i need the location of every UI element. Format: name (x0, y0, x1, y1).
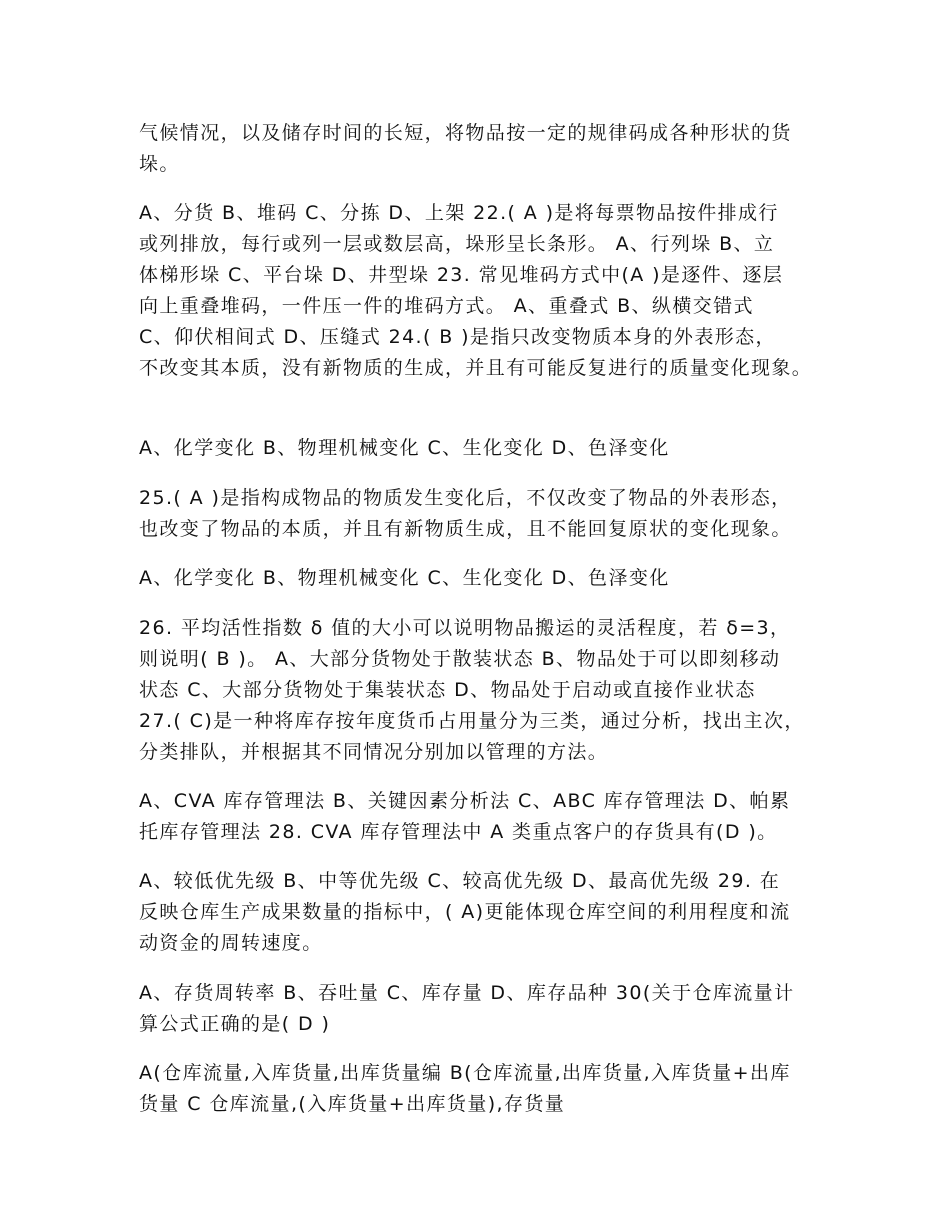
text-line: 也改变了物品的本质，并且有新物质生成，且不能回复原状的变化现象。 (139, 518, 792, 540)
text-line: 27.( C)是一种将库存按年度货币占用量分为三类，通过分析，找出主次， (139, 710, 805, 732)
text-line: 算公式正确的是( D ) (139, 1013, 331, 1035)
text-line: A、存货周转率 B、吞吐量 C、库存量 D、库存品种 30(关于仓库流量计 (139, 982, 795, 1004)
text-line: 不改变其本质，没有新物质的生成，并且有可能反复进行的质量变化现象。 (139, 357, 813, 379)
text-line: 反映仓库生产成果数量的指标中，( A)更能体现仓库空间的利用程度和流 (139, 901, 791, 923)
text-line: 货量 C 仓库流量,(入库货量+出库货量),存货量 (139, 1093, 566, 1115)
text-line: A、较低优先级 B、中等优先级 C、较高优先级 D、最高优先级 29. 在 (139, 870, 781, 892)
text-line: A、化学变化 B、物理机械变化 C、生化变化 D、色泽变化 (139, 567, 670, 589)
text-line: 垛。 (139, 153, 180, 175)
text-line: A(仓库流量,入库货量,出库货量编 B(仓库流量,出库货量,入库货量+出库 (139, 1062, 791, 1084)
text-line: C、仰伏相间式 D、压缝式 24.( B )是指只改变物质本身的外表形态， (139, 326, 776, 348)
text-line: 则说明( B )。 A、大部分货物处于散装状态 B、物品处于可以即刻移动 (139, 648, 781, 670)
text-line: 托库存管理法 28. CVA 库存管理法中 A 类重点客户的存货具有(D )。 (139, 821, 778, 843)
text-line: 体梯形垛 C、平台垛 D、井型垛 23. 常见堆码方式中(A )是逐件、逐层 (139, 264, 784, 286)
text-line: A、化学变化 B、物理机械变化 C、生化变化 D、色泽变化 (139, 437, 670, 459)
text-line: 向上重叠堆码，一件压一件的堆码方式。 A、重叠式 B、纵横交错式 (139, 295, 754, 317)
text-line: A、分货 B、堆码 C、分拣 D、上架 22.( A )是将每票物品按件排成行 (139, 202, 779, 224)
text-line: 动资金的周转速度。 (139, 932, 323, 954)
text-line: 26. 平均活性指数 δ 值的大小可以说明物品搬运的灵活程度，若 δ=3， (139, 617, 791, 639)
text-line: A、CVA 库存管理法 B、关键因素分析法 C、ABC 库存管理法 D、帕累 (139, 790, 791, 812)
text-line: 或列排放，每行或列一层或数层高，垛形呈长条形。 A、行列垛 B、立 (139, 233, 775, 255)
text-line: 分类排队，并根据其不同情况分别加以管理的方法。 (139, 741, 609, 763)
text-line: 气候情况，以及储存时间的长短，将物品按一定的规律码成各种形状的货 (139, 122, 792, 144)
text-line: 状态 C、大部分货物处于集装状态 D、物品处于启动或直接作业状态 (139, 679, 756, 701)
text-line: 25.( A )是指构成物品的物质发生变化后，不仅改变了物品的外表形态， (139, 487, 792, 509)
